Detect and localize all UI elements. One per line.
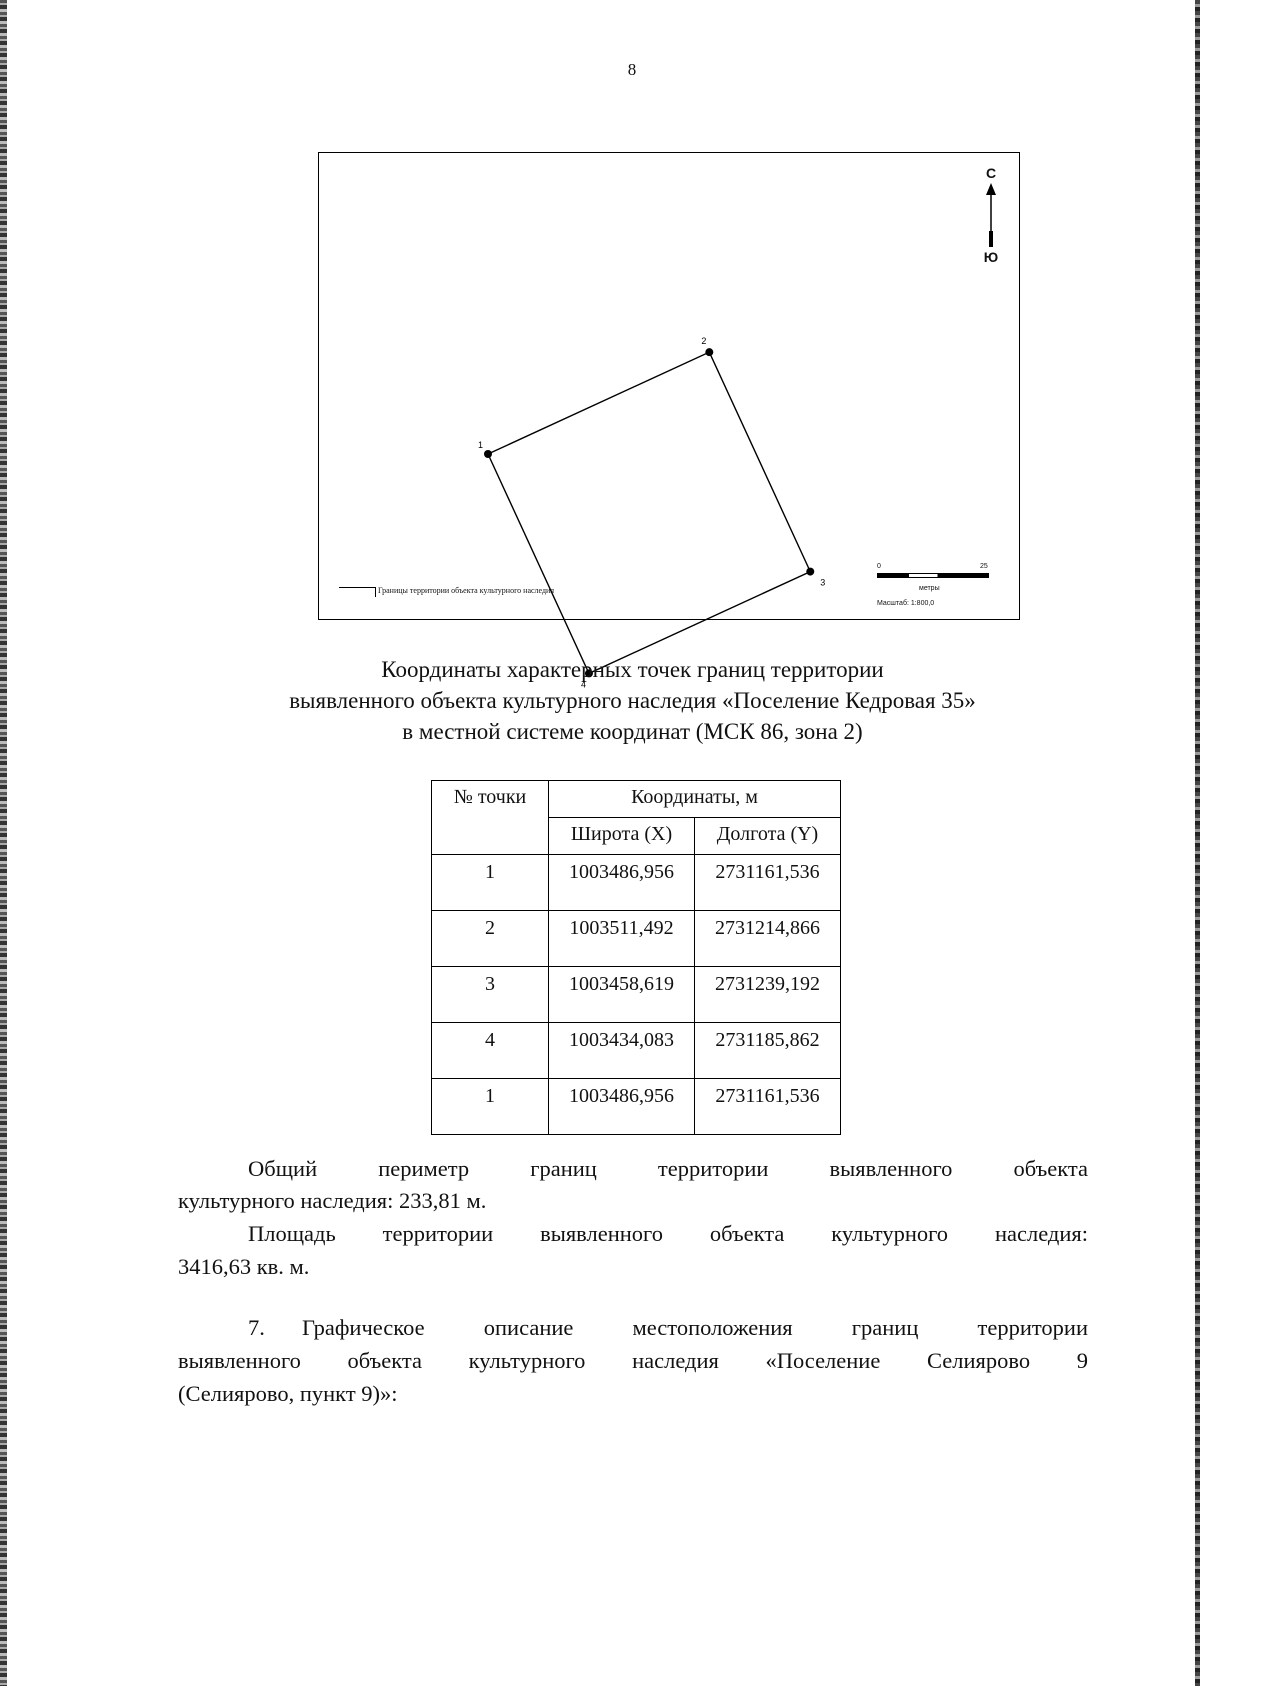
cell-point: 3 xyxy=(432,967,549,1023)
page-number: 8 xyxy=(627,60,637,79)
cell-longitude: 2731214,866 xyxy=(695,911,841,967)
north-label: С xyxy=(985,165,997,181)
cell-longitude: 2731161,536 xyxy=(695,855,841,911)
table-row xyxy=(432,1079,841,1135)
cell-point: 4 xyxy=(432,1023,549,1079)
cell-latitude: 1003486,956 xyxy=(549,1079,695,1135)
table-caption xyxy=(100,654,1165,747)
section-7-text-1: Графическое описание местоположения границ территории xyxy=(302,1315,1088,1340)
south-label: Ю xyxy=(983,249,999,265)
area-line-2: 3416,63 кв. м. xyxy=(178,1254,310,1279)
section-7-line-1 xyxy=(178,1312,1088,1344)
area-line-1 xyxy=(178,1218,1088,1250)
section-7-line-3: (Селиярово, пункт 9)»: xyxy=(178,1381,398,1406)
boundary-point-label: 3 xyxy=(820,577,826,588)
header-coordinates: Координаты, м xyxy=(549,781,841,818)
area-text-1: Площадь территории выявленного объекта культурного наследия: xyxy=(248,1221,1088,1246)
cell-point: 1 xyxy=(432,855,549,911)
cell-longitude: 2731161,536 xyxy=(695,1079,841,1135)
cell-point: 2 xyxy=(432,911,549,967)
header-point: № точки xyxy=(432,781,549,855)
cell-latitude: 1003434,083 xyxy=(549,1023,695,1079)
cell-latitude: 1003486,956 xyxy=(549,855,695,911)
section-7-line-2: выявленного объекта культурного наследия «Поселение Селиярово 9 xyxy=(178,1348,1088,1373)
header-longitude: Долгота (Y) xyxy=(695,818,841,855)
caption-line-2: выявленного объекта культурного наследия «Поселение Кедровая 35» xyxy=(289,688,976,713)
section-7-number: 7. xyxy=(248,1315,265,1340)
map-legend xyxy=(339,586,554,600)
header-latitude: Широта (X) xyxy=(549,818,695,855)
north-arrow-icon xyxy=(981,183,1001,249)
boundary-point-label: 4 xyxy=(580,679,586,690)
cell-latitude: 1003458,619 xyxy=(549,967,695,1023)
cell-longitude: 2731185,862 xyxy=(695,1023,841,1079)
table-row xyxy=(432,967,841,1023)
scale-bar-block xyxy=(877,563,997,613)
cell-longitude: 2731239,192 xyxy=(695,967,841,1023)
boundary-point-1 xyxy=(484,450,492,458)
scale-unit-label: метры xyxy=(919,585,940,592)
table-row xyxy=(432,855,841,911)
cell-point: 1 xyxy=(432,1079,549,1135)
caption-line-1: Координаты характерных точек границ территории xyxy=(381,657,884,682)
caption-line-3: в местной системе координат (МСК 86, зона 2) xyxy=(402,719,863,744)
scan-edge-left xyxy=(0,0,7,1686)
cell-latitude: 1003511,492 xyxy=(549,911,695,967)
boundary-point-label: 1 xyxy=(478,440,484,450)
scale-max-label: 25 xyxy=(980,563,988,570)
scan-edge-right xyxy=(1195,0,1200,1686)
north-arrow xyxy=(981,165,1001,265)
boundary-polygon xyxy=(488,352,810,673)
boundary-point-2 xyxy=(705,348,713,356)
scale-ratio-label: Масштаб: 1:800,0 xyxy=(877,600,935,607)
legend-text: Границы территории объекта культурного наследия xyxy=(378,586,555,595)
legend-swatch xyxy=(339,587,376,597)
perimeter-line-1 xyxy=(178,1153,1088,1185)
boundary-point-3 xyxy=(806,568,814,576)
coordinates-table xyxy=(431,780,841,1135)
scale-bar xyxy=(877,573,989,578)
table-row xyxy=(432,911,841,967)
perimeter-text-1: Общий периметр границ территории выявленного объекта xyxy=(248,1156,1088,1181)
boundary-point-label: 2 xyxy=(701,336,707,347)
perimeter-line-2: культурного наследия: 233,81 м. xyxy=(178,1188,487,1213)
scale-zero-label: 0 xyxy=(877,563,881,570)
table-row xyxy=(432,1023,841,1079)
